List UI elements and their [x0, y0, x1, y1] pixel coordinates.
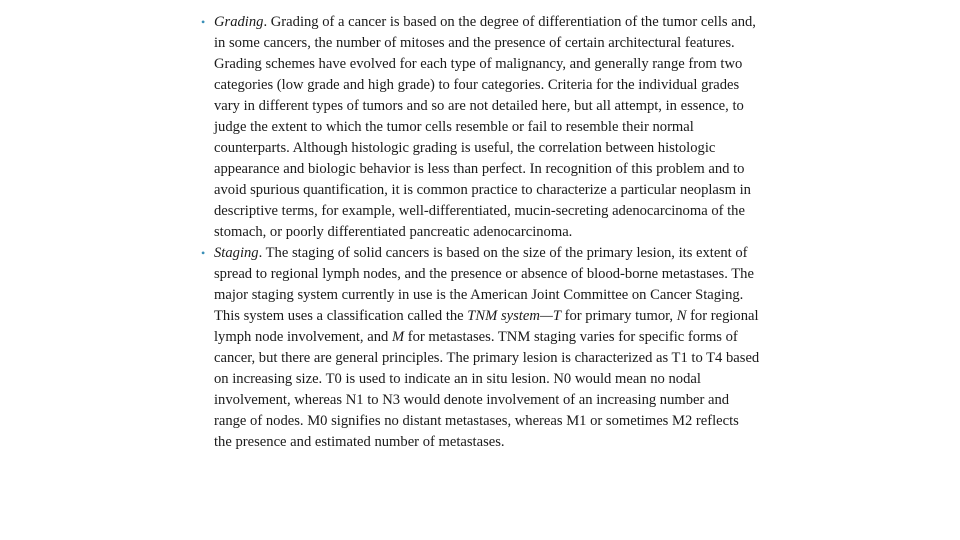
staging-em-m: M [391, 329, 405, 345]
staging-em-n: N [676, 308, 687, 324]
bullet-icon: • [201, 246, 206, 260]
grading-text: . Grading of a cancer is based on the degree of differentiation of the tumor cells and, in some cancers, the number of mitoses and the presence of certain architectural features. Grading schemes have evolved for each type of malignancy, and generally range from two categories (low grade and high grade) to four categories. Criteria for the individual grades vary in different types of tumors and so are not detailed here, but all attempt, in essence, to judge the extent to which the tumor cells resemble or fail to resemble their normal counterparts. Although histologic grading is useful, the correlation between histologic appearance and biologic behavior is less than perfect. In recognition of this problem and to avoid spurious quantification, it is common practice to characterize a particular neoplasm in descriptive terms, for example, well-differentiated, mucin-secreting adenocarcinoma of the stomach, or poorly differentiated pancreatic adenocarcinoma. [214, 14, 756, 240]
staging-em-tnm: TNM system—T [467, 308, 561, 324]
staging-text-4: for metastases. TNM staging varies for specific forms of cancer, but there are general principles. The primary lesion is characterized as T1 to T4 based on increasing size. T0 is used to indicate an in situ lesion. N0 would mean no nodal involvement, whereas N1 to N3 would denote involvement of an increasing number and range of nodes. M0 signifies no distant metastases, whereas M1 or sometimes M2 reflects the presence and estimated number of metastases. [214, 329, 760, 450]
list-item-grading [200, 12, 760, 243]
bullet-icon: • [201, 15, 206, 29]
staging-text-1: . The staging of solid cancers is based on the size of the primary lesion, its extent of spread to regional lymph nodes, and the presence or absence of blood-borne metastases. The major staging system currently in use is the American Joint Committee on Cancer Staging. This system uses a classification called the [214, 245, 754, 324]
term-grading: Grading [214, 14, 264, 30]
staging-text-2: for primary tumor, [560, 308, 677, 324]
bullet-list [200, 12, 760, 453]
document-page [200, 12, 760, 453]
staging-text-3: for regional lymph node involvement, and [214, 308, 759, 345]
list-item-staging [200, 243, 760, 453]
term-staging: Staging [214, 245, 259, 261]
